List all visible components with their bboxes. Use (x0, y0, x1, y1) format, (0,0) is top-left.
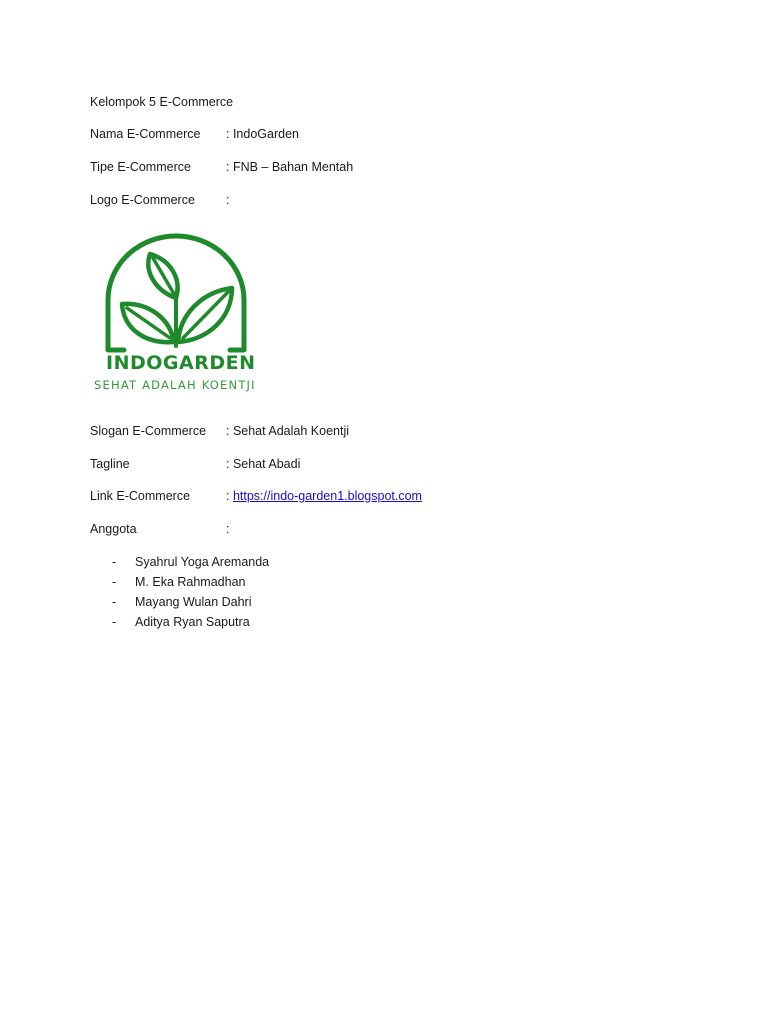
list-bullet: - (112, 595, 117, 609)
field-value: : (226, 522, 230, 536)
logo-slogan: SEHAT ADALAH KOENTJI (94, 378, 256, 392)
list-bullet: - (112, 615, 117, 629)
member-list (112, 552, 269, 632)
list-bullet: - (112, 575, 117, 589)
field-label: Logo E-Commerce (90, 193, 195, 207)
field-label: Nama E-Commerce (90, 127, 201, 141)
field-tagline (90, 455, 300, 473)
list-bullet: - (112, 555, 117, 569)
field-label: Tipe E-Commerce (90, 160, 191, 174)
field-label: Slogan E-Commerce (90, 424, 207, 438)
field-label: Tagline (90, 457, 130, 471)
field-value: : Sehat Adalah Koentji (226, 424, 350, 438)
list-item (112, 612, 269, 632)
logo-wordmark: INDOGARDEN (106, 352, 256, 374)
member-name: Mayang Wulan Dahri (135, 595, 252, 609)
link-prefix: : (226, 489, 233, 503)
field-slogan (90, 422, 349, 440)
field-value (226, 487, 422, 505)
document-heading: Kelompok 5 E-Commerce (90, 95, 234, 109)
field-label: Link E-Commerce (90, 489, 191, 503)
member-name: Aditya Ryan Saputra (135, 615, 250, 629)
field-value: : FNB – Bahan Mentah (226, 160, 354, 174)
field-value: : (226, 193, 230, 207)
member-name: Syahrul Yoga Aremanda (135, 555, 270, 569)
ecommerce-link[interactable]: https://indo-garden1.blogspot.com (232, 489, 422, 503)
field-value: : Sehat Abadi (226, 457, 301, 471)
field-nama (90, 125, 299, 143)
list-item (112, 572, 269, 592)
indogarden-logo (90, 226, 262, 396)
field-value: : IndoGarden (226, 127, 299, 141)
member-name: M. Eka Rahmadhan (135, 575, 246, 589)
list-item (112, 592, 269, 612)
field-label: Anggota (90, 522, 137, 536)
field-logo (90, 191, 229, 209)
field-link (90, 487, 422, 505)
list-item (112, 552, 269, 572)
field-tipe (90, 158, 353, 176)
leaf-arch-icon (90, 226, 262, 356)
field-anggota (90, 520, 229, 538)
